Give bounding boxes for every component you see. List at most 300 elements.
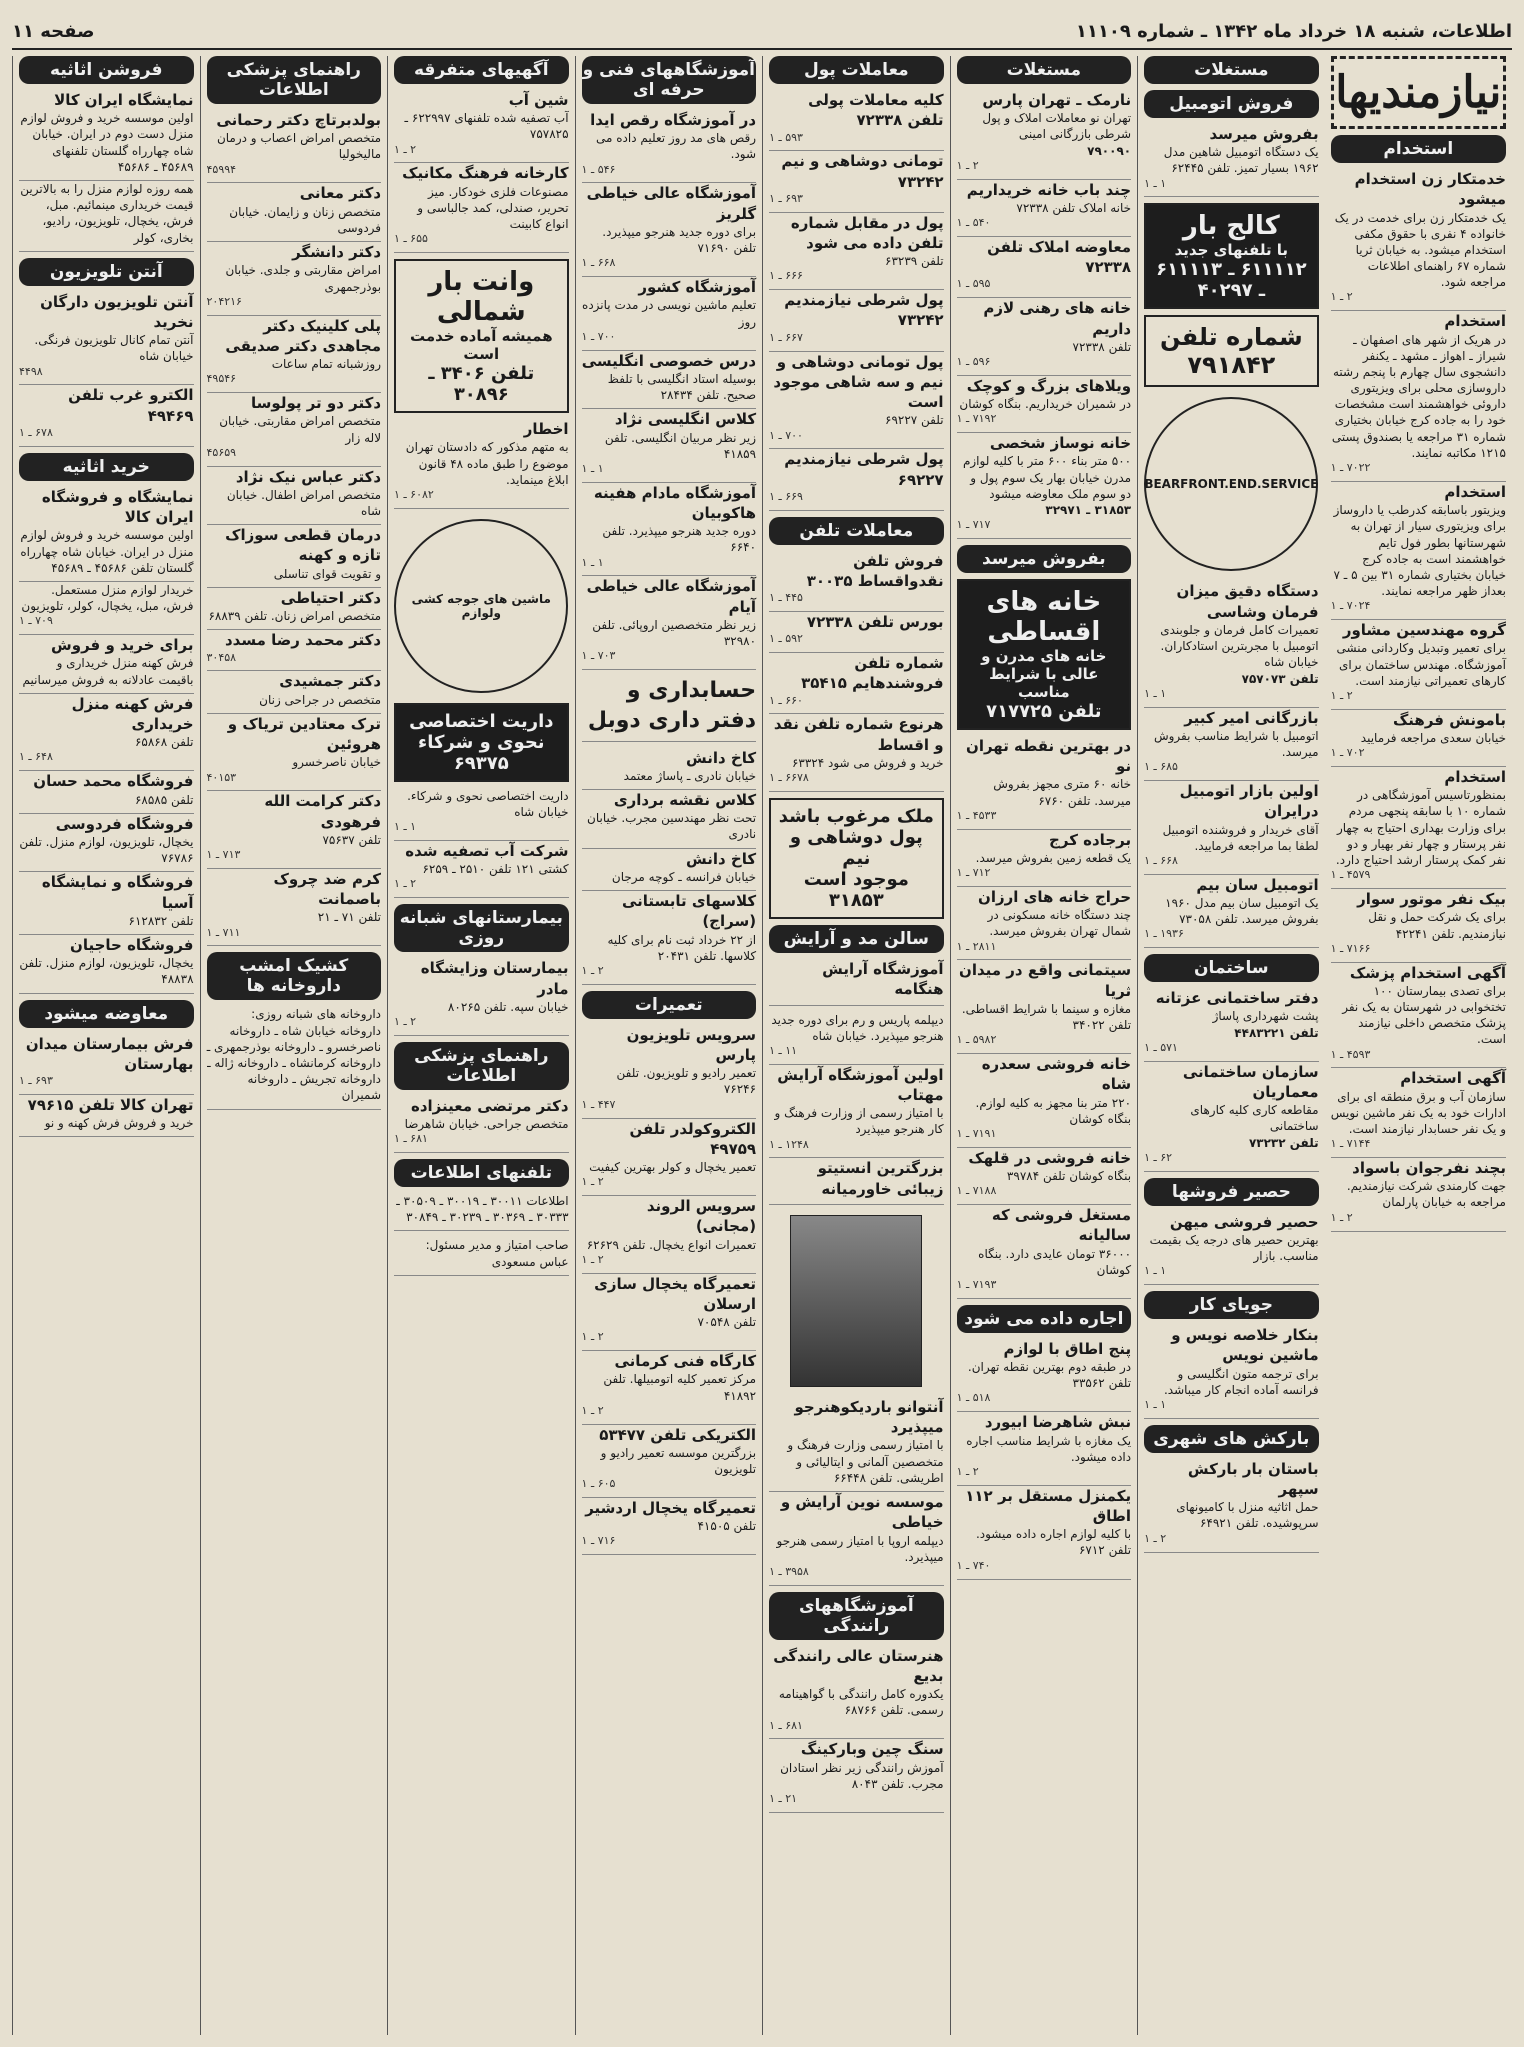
ad-body: متخصص امراض مقاربتی. خیابان لاله زار: [219, 414, 382, 445]
ad-body: بمنظورتاسیس آموزشگاهی در شماره ۱۰ با سابقه پنجهی مردم برای وزارت بهداری احتیاج به چهار نفر پرستار و چهار نفر بهیار و دو نفر کمک پرستار ارشد احتیاج دارد.: [1335, 788, 1506, 868]
classified-ad: [769, 551, 944, 612]
ad-list: [19, 292, 194, 447]
box-line: تلفن ۳۴۰۶ ـ ۳۰۸۹۶: [428, 363, 535, 406]
ad-body: دیپلمه پاریس و رم برای دوره جدید هنرجو میپذیرد. خیابان شاه: [771, 1012, 944, 1043]
ad-title: دکتر دانشگر: [292, 243, 382, 262]
classified-ad: [19, 935, 194, 994]
section-title: نیازمندیها: [1331, 56, 1506, 129]
ad-body: مقاطعه کاری کلیه کارهای ساختمانی: [1190, 1103, 1319, 1134]
logo-text: ماشین های جوجه کشی ولوازم: [411, 591, 551, 620]
classified-ad: [769, 1739, 944, 1812]
ad-title: بچند نفرجوان باسواد: [1352, 1159, 1506, 1178]
box-line: ۶۱۱۱۱۲ ـ ۶۱۱۱۱۳ ـ ۴۰۲۹۷: [1156, 259, 1307, 302]
column-header: بفروش میرسد: [957, 545, 1132, 573]
ad-title: دفتر ساختمانی عزتانه: [1155, 989, 1319, 1008]
ad-body: آقای خریدار و فروشنده اتومبیل لطفا بما مراجعه فرمایید.: [1162, 822, 1319, 853]
ad-body: زیر نظر متخصصین اروپائی. تلفن ۳۲۹۸۰: [592, 617, 757, 649]
ad-body: خیابان نادری ـ پاساژ معتمد: [623, 768, 757, 783]
ad-ref: ۲ ـ ۱: [581, 1252, 604, 1266]
ad-ref: ۷۱۳ ـ ۱: [206, 848, 241, 862]
ad-list: [769, 1397, 944, 1586]
box-line: تلفن ۷۱۷۷۲۵: [986, 700, 1102, 722]
ad-list: [769, 1646, 944, 1813]
ad-body: یک اتومبیل سان بیم مدل ۱۹۶۰ بفروش میرسد. تلفن ۷۳۰۵۸: [1165, 896, 1319, 927]
box-line: خانه های مدرن و عالی با شرایط مناسب: [981, 646, 1107, 701]
classified-ad: [769, 1012, 944, 1065]
ad-title: فروشگاه و نمایشگاه آسیا: [41, 873, 194, 912]
classified-ad: [957, 298, 1132, 376]
ad-headline: [582, 676, 757, 741]
ad-ref: ۵۹۲ ـ ۱: [769, 632, 803, 646]
classified-ad: [1144, 1459, 1319, 1553]
ad-phone: تلفن ۴۴۸۳۲۲۱: [1234, 1025, 1319, 1040]
ad-body: با کلیه لوازم اجاره داده میشود. تلفن ۶۷۱۲: [975, 1527, 1132, 1558]
ad-ref: ۶۰۸۲ ـ ۱: [394, 487, 434, 501]
ad-ref: ۵۹۸۲ ـ ۱: [956, 1033, 997, 1047]
ad-ref: ۶۶۸ ـ ۱: [1144, 853, 1178, 867]
classified-ad: [769, 714, 944, 792]
ad-ref: ۶۶۶ ـ ۱: [769, 269, 803, 283]
ad-title: آگهی استخدام پزشک: [1349, 963, 1506, 982]
ad-body: متخصص در جراحی زنان: [259, 692, 382, 707]
ad-ref: ۶۷۸ ـ ۱: [19, 425, 53, 439]
ad-title: کلیه معاملات پولی تلفن ۷۲۳۳۸: [808, 91, 944, 130]
ad-title: اتومبیل سان بیم: [1196, 875, 1319, 894]
ad-ref: ۲ ـ ۱: [1330, 290, 1353, 304]
ad-ref: ۷۰۳ ـ ۱: [581, 649, 616, 663]
ad-title: آموزشگاه آرایش هنگامه: [822, 960, 944, 999]
classified-ad: [769, 1646, 944, 1740]
ad-list: [769, 551, 944, 792]
ad-body: تلفن ۷۰۵۴۸: [697, 1315, 757, 1330]
ad-title: برجاده کرج: [1049, 830, 1132, 849]
ad-body: تعلیم ماشین نویسی در مدت پانزده روز: [582, 298, 757, 329]
classified-ad: [769, 1065, 944, 1159]
ad-title: پول شرطی نیازمندیم ۷۳۲۴۲: [784, 291, 944, 330]
ad-ref: ۲ ـ ۱: [581, 1330, 604, 1344]
ad-list: [207, 110, 382, 946]
classified-ad: [582, 1498, 757, 1555]
ad-title: کاخ دانش: [685, 748, 757, 767]
ad-list: [394, 1193, 569, 1231]
portrait-photo: [790, 1215, 922, 1387]
classified-ad: [957, 1339, 1132, 1412]
classified-ad: [1331, 169, 1506, 311]
box-line: خانه های اقساطی: [986, 586, 1102, 647]
ad-ref: ۲۸۱۱ ـ ۱: [956, 939, 997, 953]
ad-ref: ۴۵۹۳ ـ ۱: [1330, 1047, 1371, 1061]
ad-ref: ۵۱۸ ـ ۱: [956, 1391, 991, 1405]
ad-body: خیابان سپه. تلفن ۸۰۲۶۵: [447, 999, 569, 1014]
ad-list: [769, 1012, 944, 1205]
ad-title: فرش کهنه منزل خریداری: [71, 694, 194, 733]
ad-headline: [769, 959, 944, 1006]
column-header: بیمارستانهای شبانه روزی: [394, 904, 569, 952]
ad-body: جهت کارمندی شرکت نیازمندیم. مراجعه به خیابان پارلمان: [1346, 1179, 1506, 1210]
ad-body: رقص های مد روز تعلیم داده می شود.: [596, 131, 757, 162]
classified-ad: [582, 351, 757, 410]
ad-body: تهران نو معاملات املاک و پول شرطی بازرگانی امینی: [982, 111, 1132, 142]
ad-ref: ۴۴۵ ـ ۱: [769, 591, 803, 605]
ad-list: [19, 1034, 194, 1138]
ad-body: مرکز تعمیر کلیه اتومبیلها. تلفن ۴۱۸۹۲: [603, 1372, 757, 1403]
ad-ref: ۵۷۱ ـ ۱: [1144, 1040, 1178, 1054]
ad-body: حمل اثاثیه منزل با کامیونهای سرپوشیده. تلفن ۶۴۹۲۱: [1176, 1500, 1319, 1531]
classified-ad: [769, 653, 944, 714]
ad-title: درس خصوصی انگلیسی: [581, 351, 757, 370]
ad-title: دکتر احتیاطی: [280, 588, 382, 607]
ad-body: مصنوعات فلزی خودکار. میز تحریر، صندلی، کمد جالباسی و انواع کابینت: [417, 184, 569, 232]
classified-ad: [19, 694, 194, 772]
classified-ad: [394, 788, 569, 841]
classified-ad: [1331, 620, 1506, 710]
ad-body: تلفن ۷۲۳۳۸: [1072, 339, 1132, 354]
bear-logo: [1144, 397, 1318, 571]
ad-body: خرید و فروش می شود ۶۳۳۲۴: [791, 755, 944, 770]
ad-title: چند باب خانه خریداریم: [966, 180, 1132, 199]
classified-ad: [769, 213, 944, 291]
column-header: راهنمای پزشکی اطلاعات: [394, 1042, 569, 1090]
ad-title: سیتمانی واقع در میدان ثریا: [959, 961, 1132, 1000]
ad-title: هرنوع شماره تلفن نقد و اقساط: [773, 715, 944, 754]
ad-title: ترک معتادین تریاک و هروئین: [227, 714, 382, 754]
ad-title: خانه فروشی سعدره شاه: [981, 1055, 1132, 1094]
ad-title: سرویس تلویزیون پارس: [626, 1025, 757, 1065]
ad-body: ویزیتور باسابقه کدرطب یا داروساز برای ویزیتوری سیار از تهران به شهرستانها بطور فول تایم خواهشمند است به جاده کرج خیابان بختیاری شماره ۳۱ بین ۵ ـ ۷ بعداز ظهر مراجعه نمایند.: [1333, 503, 1506, 599]
classified-ad: [1144, 581, 1319, 707]
ad-body: دوره جدید هنرجو میپذیرد. تلفن ۶۶۴۰: [602, 524, 757, 555]
ad-body: ۳۶۰۰۰ تومان عایدی دارد. بنگاه کوشان: [978, 1246, 1132, 1277]
ad-body: خرید و فروش فرش کهنه و نو: [44, 1116, 194, 1131]
classified-ad: [1331, 889, 1506, 962]
ad-list: [1331, 169, 1506, 1232]
ad-title: تومانی دوشاهی و نیم ۷۳۲۴۲: [781, 152, 944, 191]
ad-ref: ۴۴۷ ـ ۱: [581, 1097, 616, 1111]
page-number: صفحه ۱۱: [12, 20, 95, 42]
ad-title: دکتر عباس نیک نژاد: [235, 467, 382, 486]
ad-ref: ۴۹۵۴۶: [206, 372, 237, 386]
ad-ref: ۴۵۹۹۴: [206, 162, 237, 176]
classified-ad: [582, 891, 757, 985]
classified-ad: [1331, 1158, 1506, 1231]
footer-text: صاحب امتیاز و مدیر مسئول: عباس مسعودی: [425, 1238, 569, 1269]
ad-title: پول شرطی نیازمندیم ۶۹۲۲۷: [784, 450, 944, 489]
column-header: آموزشگاههای رانندگی: [769, 1592, 944, 1640]
ad-ref: ۳۰۴۵۸: [206, 650, 237, 664]
ad-body: تلفن ۶۵۸۶۸: [134, 735, 194, 750]
ad-title: معاوضه املاک تلفن ۷۲۳۳۸: [987, 237, 1132, 277]
ad-title: الکتروکولدر تلفن ۴۹۷۵۹: [629, 1119, 757, 1158]
ad-body: تلفن ۴۱۵۰۵: [697, 1519, 757, 1534]
box-line: ملک مرغوب باشد: [778, 806, 934, 827]
ad-body: یک دستگاه اتومبیل شاهین مدل ۱۹۶۲ بسیار تمیز. تلفن ۶۲۴۴۵: [1163, 145, 1319, 176]
ad-list: [1144, 581, 1319, 948]
ad-body: بهترین حصیر های درجه یک بقیمت مناسب. بازار: [1149, 1232, 1319, 1264]
ad-title: دکتر مرتضی معینزاده: [410, 1096, 569, 1115]
ad-ref: ۲ ـ ۱: [956, 158, 979, 172]
classified-ad: [207, 183, 382, 242]
ad-title: نارمک ـ تهران پارس: [982, 91, 1132, 109]
classified-ad: [207, 242, 382, 315]
ad-body: چند دستگاه خانه مسکونی در شمال تهران بفروش میرسد.: [987, 908, 1132, 939]
ad-ref: ۵۹۳ ـ ۱: [769, 130, 803, 144]
classified-ad: [957, 90, 1132, 180]
ad-title: تهران کالا تلفن ۷۹۶۱۵: [27, 1095, 194, 1114]
ad-title: آموزشگاه مادام هفینه هاکوبیان: [593, 483, 757, 522]
classified-ad: [394, 1096, 569, 1153]
box-line: وانت بار شمالی: [428, 267, 535, 328]
box-line: شماره تلفن ۷۹۱۸۴۲: [1159, 323, 1303, 380]
ad-ref: ۱ ـ ۱: [581, 555, 604, 569]
classified-ad: [957, 1486, 1132, 1580]
ad-body: یک خدمتکار زن برای خدمت در یک خانواده ۴ نفری با حقوق مکفی استخدام میشود. به خیابان ثریا شماره ۶۷ راهنمای اطلاعات مراجعه شود.: [1334, 210, 1506, 290]
ad-ref: ۶۸۱ ـ ۱: [394, 1132, 428, 1146]
classified-ad: [957, 237, 1132, 298]
ad-list: [394, 419, 569, 509]
issue-line: اطلاعات، شنبه ۱۸ خرداد ماه ۱۳۴۲ ـ شماره ۱۱۱۰۹: [1075, 20, 1512, 42]
ad-ref: ۲ ـ ۱: [581, 963, 604, 977]
column-header: جویای کار: [1144, 1291, 1319, 1319]
ad-ref: ۲ ـ ۱: [581, 1175, 604, 1189]
classified-ad: [769, 1158, 944, 1205]
column-header: ساختمان: [1144, 954, 1319, 982]
ad-ref: ۱ ـ ۱: [1144, 1397, 1167, 1411]
ad-body: متخصص امراض اعصاب و درمان مالیخولیا: [216, 131, 382, 162]
column-8: [12, 56, 200, 2035]
column-header: مستغلات: [957, 56, 1132, 84]
ad-title: آگهی استخدام: [1400, 1069, 1506, 1088]
ad-ref: ۷۰۹ ـ ۱: [19, 614, 53, 628]
ad-ref: ۲ ـ ۱: [394, 1014, 417, 1028]
ad-title: پنج اطاق با لوازم: [1003, 1339, 1132, 1358]
ad-list: [582, 1025, 757, 1556]
logo-text: BEARFRONT.END.SERVICE: [1144, 477, 1319, 492]
classified-ad: [1144, 781, 1319, 875]
ad-list: [1144, 1325, 1319, 1419]
ad-body: تلفن ۶۹۲۲۷: [885, 413, 944, 428]
ad-ref: ۲۱ ـ ۱: [769, 1792, 798, 1806]
ad-list: [1144, 1459, 1319, 1553]
ad-body: تلفن ۷۱ ـ ۲۱: [317, 910, 382, 925]
ad-title: فروشگاه محمد حسان: [33, 772, 194, 791]
classified-ad: [1331, 767, 1506, 889]
ad-title: فروشگاه فردوسی: [55, 814, 194, 833]
classified-ad: [957, 433, 1132, 539]
ad-title: اولین بازار اتومبیل درایران: [1179, 782, 1319, 821]
column-header: معاملات تلفن: [769, 517, 944, 545]
column-4: [762, 56, 950, 2035]
classified-ad: [1144, 1212, 1319, 1285]
ad-ref: ۲ ـ ۱: [956, 1464, 979, 1478]
ad-ref: ۱ ـ ۱: [1144, 176, 1167, 190]
ad-title: سازمان ساختمانی معماریان: [1182, 1062, 1319, 1101]
ad-title: حسابداری و دفتر داری دوبل: [587, 678, 757, 733]
ad-body: برای یک شرکت حمل و نقل نیازمندیم. تلفن ۴۲۲۴۱: [1368, 910, 1506, 941]
ad-body: با امتیاز رسمی وزارت فرهنگ و متخصصین آلمانی و ایتالیائی و اطریشی. تلفن ۶۶۴۴۸: [787, 1438, 944, 1485]
ad-body: همه روزه لوازم منزل را به بالاترین قیمت خریداری مینمائیم. مبل، فرش، یخچال، تلویزیون، رادیو، بخاری، کولر: [20, 182, 194, 245]
ad-body: پشت شهرداری پاساژ: [1212, 1009, 1319, 1024]
classified-ad: [769, 449, 944, 510]
column-header: آنتن تلویزیون: [19, 258, 194, 286]
ad-phone: ۳۱۸۵۳ ـ ۳۲۹۷۱: [1045, 502, 1132, 517]
ad-title: بفروش میرسد: [1209, 125, 1319, 143]
classified-ad: [582, 483, 757, 577]
ad-body: در طبقه دوم بهترین نقطه تهران. تلفن ۳۳۵۶۲: [967, 1360, 1132, 1391]
ad-title: خانه نوساز شخصی: [989, 434, 1132, 453]
classified-ad: [769, 352, 944, 450]
classified-ad: [957, 736, 1132, 830]
classified-ad: [394, 419, 569, 509]
column-header: سالن مد و آرایش: [769, 925, 944, 953]
ad-list: [394, 958, 569, 1036]
classified-ad: [19, 385, 194, 446]
ad-title: بولدبرتاچ دکتر رحمانی: [216, 111, 382, 129]
classified-ad: [19, 292, 194, 386]
classified-ad: [207, 671, 382, 713]
classified-ad: [19, 90, 194, 181]
ad-title: فروشگاه حاجیان: [70, 936, 194, 954]
classified-ad: [582, 409, 757, 482]
ad-body: خیابان فرانسه ـ کوچه مرجان: [611, 869, 757, 884]
ad-body: داریت اختصاصی نحوی و شرکاء. خیابان شاه: [407, 788, 569, 819]
ad-body: متخصص جراحی. خیابان شاهرضا: [404, 1117, 569, 1132]
ad-title: دکتر دو تر پولوسا: [251, 394, 382, 413]
ad-body: خیابان ناصرخسرو: [292, 755, 382, 770]
ad-body: تعمیرات کامل فرمان و جلوبندی اتومبیل با مجربترین استادکاران. خیابان شاه: [1160, 622, 1319, 670]
ad-title: الکتریکی تلفن ۵۳۴۷۷: [599, 1425, 757, 1444]
classified-ad: [769, 90, 944, 151]
ad-title: گروه مهندسین مشاور: [1342, 621, 1506, 640]
ad-ref: ۶۹۳ ـ ۱: [769, 191, 803, 205]
classified-ad: [394, 1193, 569, 1231]
ad-ref: ۲ ـ ۱: [581, 1403, 604, 1417]
classified-ad: [957, 1412, 1132, 1485]
ad-body: دیپلمه اروپا با امتیاز رسمی هنرجو میپذیرد.: [776, 1533, 944, 1564]
classified-ad: [582, 1196, 757, 1274]
ad-list: [582, 748, 757, 985]
ad-box: [957, 579, 1132, 730]
ad-body: فرش کهنه منزل خریداری و باقیمت عادلانه به فروش میرسانیم: [22, 656, 194, 687]
ad-title: خانه فروشی در قلهک: [968, 1148, 1132, 1167]
ad-phone: تلفن ۷۵۷۰۷۳: [1241, 671, 1319, 686]
ad-ref: ۷۰۲ ـ ۱: [1330, 746, 1365, 760]
ad-ref: ۷۰۰ ـ ۱: [769, 428, 803, 442]
ad-body: یخچال، تلویزیون، لوازم منزل. تلفن ۷۶۷۸۶: [19, 834, 194, 866]
classified-ad: [19, 1095, 194, 1137]
ad-title: حراج خانه های ارزان: [978, 887, 1132, 906]
classified-ad: [769, 1397, 944, 1492]
ad-title: آنتن تلویزیون دارگان نخرید: [40, 292, 194, 331]
ad-list: [19, 487, 194, 994]
ad-list: [1144, 988, 1319, 1171]
column-header: اجاره داده می شود: [957, 1305, 1132, 1333]
ad-ref: ۲ ـ ۱: [1330, 688, 1353, 702]
ad-title: بزرگترین انستیتو زیبائی خاورمیانه: [817, 1159, 944, 1198]
ad-ref: ۵۹۶ ـ ۱: [956, 354, 991, 368]
classified-ad: [957, 1054, 1132, 1148]
classified-ad: [1144, 875, 1319, 948]
ad-title: دکتر محمد رضا مسدد: [224, 631, 382, 650]
ad-title: بیک نفر موتور سوار: [1357, 890, 1506, 909]
box-line: پول دوشاهی و نیم: [789, 827, 923, 869]
ad-box: [394, 259, 569, 413]
ad-title: دکتر معانی: [299, 184, 382, 203]
ad-ref: ۱ ـ ۱: [1144, 686, 1167, 700]
column-1: [1325, 56, 1512, 2035]
ad-ref: ۲ ـ ۱: [1330, 1210, 1353, 1224]
classified-ad: [394, 163, 569, 253]
ad-body: برای تعمیر وتبدیل وکاردانی منشی آموزشگاه. مهندس ساختمان برای کارهای تعمیراتی نیازمند است.: [1336, 641, 1506, 688]
ad-title: دکتر جمشیدی: [279, 672, 382, 691]
ad-ref: ۴۵۷۹ ـ ۱: [1330, 868, 1371, 882]
classified-ad: [582, 1425, 757, 1498]
classified-ad: [1144, 708, 1319, 781]
column-6: [387, 56, 575, 2035]
column-header: راهنمای پزشکی اطلاعات: [207, 56, 382, 104]
ad-ref: ۴۰۱۵۳: [206, 770, 237, 784]
ad-body: اطلاعات ۳۰۰۱۱ ـ ۳۰۰۱۹ ـ ۳۰۵۰۹ ـ ۳۰۳۳۳ ـ ۳۰۳۶۹ ـ ۳۰۲۳۹ ـ ۳۰۸۴۹: [396, 1194, 569, 1225]
box-line: با تلفنهای جدید: [1174, 241, 1289, 260]
ad-list: [957, 90, 1132, 539]
classified-ad: [582, 1119, 757, 1197]
ad-body: با امتیاز رسمی از وزارت فرهنگ و کار هنرجو میپذیرد: [774, 1106, 944, 1137]
ad-ref: ۷۱۶۶ ـ ۱: [1330, 941, 1371, 955]
ad-title: باستان بار بارکش سپهر: [1187, 1459, 1319, 1499]
ad-body: تلفن ۷۵۶۳۷: [322, 832, 382, 847]
ad-title: کلاس انگلیسی نژاد: [614, 410, 757, 429]
classified-ad: [582, 849, 757, 891]
classified-ad: [582, 576, 757, 670]
ad-ref: ۶۶۷۸ ـ ۱: [769, 771, 809, 785]
classified-ad: [582, 1274, 757, 1352]
ad-body: خیابان سعدی مراجعه فرمایید: [1360, 731, 1506, 745]
column-header: تلفنهای اطلاعات: [394, 1159, 569, 1187]
ad-title: بامونش فرهنگ: [1392, 710, 1506, 729]
classified-ad: [19, 635, 194, 694]
ad-title: کلاسهای تابستانی (سراج): [621, 892, 757, 931]
classified-ad: [394, 90, 569, 163]
classified-ad: [207, 630, 382, 671]
classified-ad: [957, 376, 1132, 433]
ad-ref: ۷۱۷ ـ ۱: [956, 518, 991, 532]
ad-ref: ۶۶۰ ـ ۱: [769, 693, 803, 707]
ad-title: مستغل فروشی که سالیانه: [991, 1206, 1132, 1245]
classified-ad: [1331, 482, 1506, 620]
ad-body: خانه ۶۰ متری مجهز بفروش میرسد. تلفن ۶۷۶۰: [993, 777, 1132, 808]
ad-title: آموزشگاه عالی خیاطی گلریز: [586, 184, 757, 223]
classified-ad: [957, 887, 1132, 960]
ad-title: درمان قطعی سوزاک تازه و کهنه: [225, 526, 382, 565]
columns: [12, 56, 1512, 2035]
ad-body: تعمیر یخچال و کولر بهترین کیفیت: [589, 1160, 757, 1174]
classified-ad: [769, 1492, 944, 1586]
column-header: فروش اتومبیل: [1144, 90, 1319, 118]
ad-title: بازرگانی امیر کبیر: [1184, 708, 1319, 727]
ad-list: [1144, 124, 1319, 197]
ad-ref: ۷۴۰ ـ ۱: [956, 1558, 991, 1572]
ad-ref: ۷۱۸۸ ـ ۱: [956, 1184, 997, 1198]
ad-title: کرم ضد چروک باصمانت: [273, 869, 382, 909]
ad-body: یک قطعه زمین بفروش میرسد.: [975, 850, 1132, 865]
ad-body: تلفن ۶۸۵۸۵: [134, 792, 194, 807]
ad-title: اولین آموزشگاه آرایش مهتاب: [777, 1065, 944, 1104]
ad-body: امراض مقاربتی و جلدی. خیابان بوذرجمهری: [225, 263, 382, 294]
box-line: همیشه آماده خدمت است: [409, 327, 553, 364]
classified-ad: [1331, 311, 1506, 482]
ad-title: آموزشگاه کشور: [638, 278, 757, 297]
ad-title: برای خرید و فروش: [51, 636, 194, 655]
ad-title: بورس تلفن ۷۲۳۳۸: [806, 613, 944, 632]
